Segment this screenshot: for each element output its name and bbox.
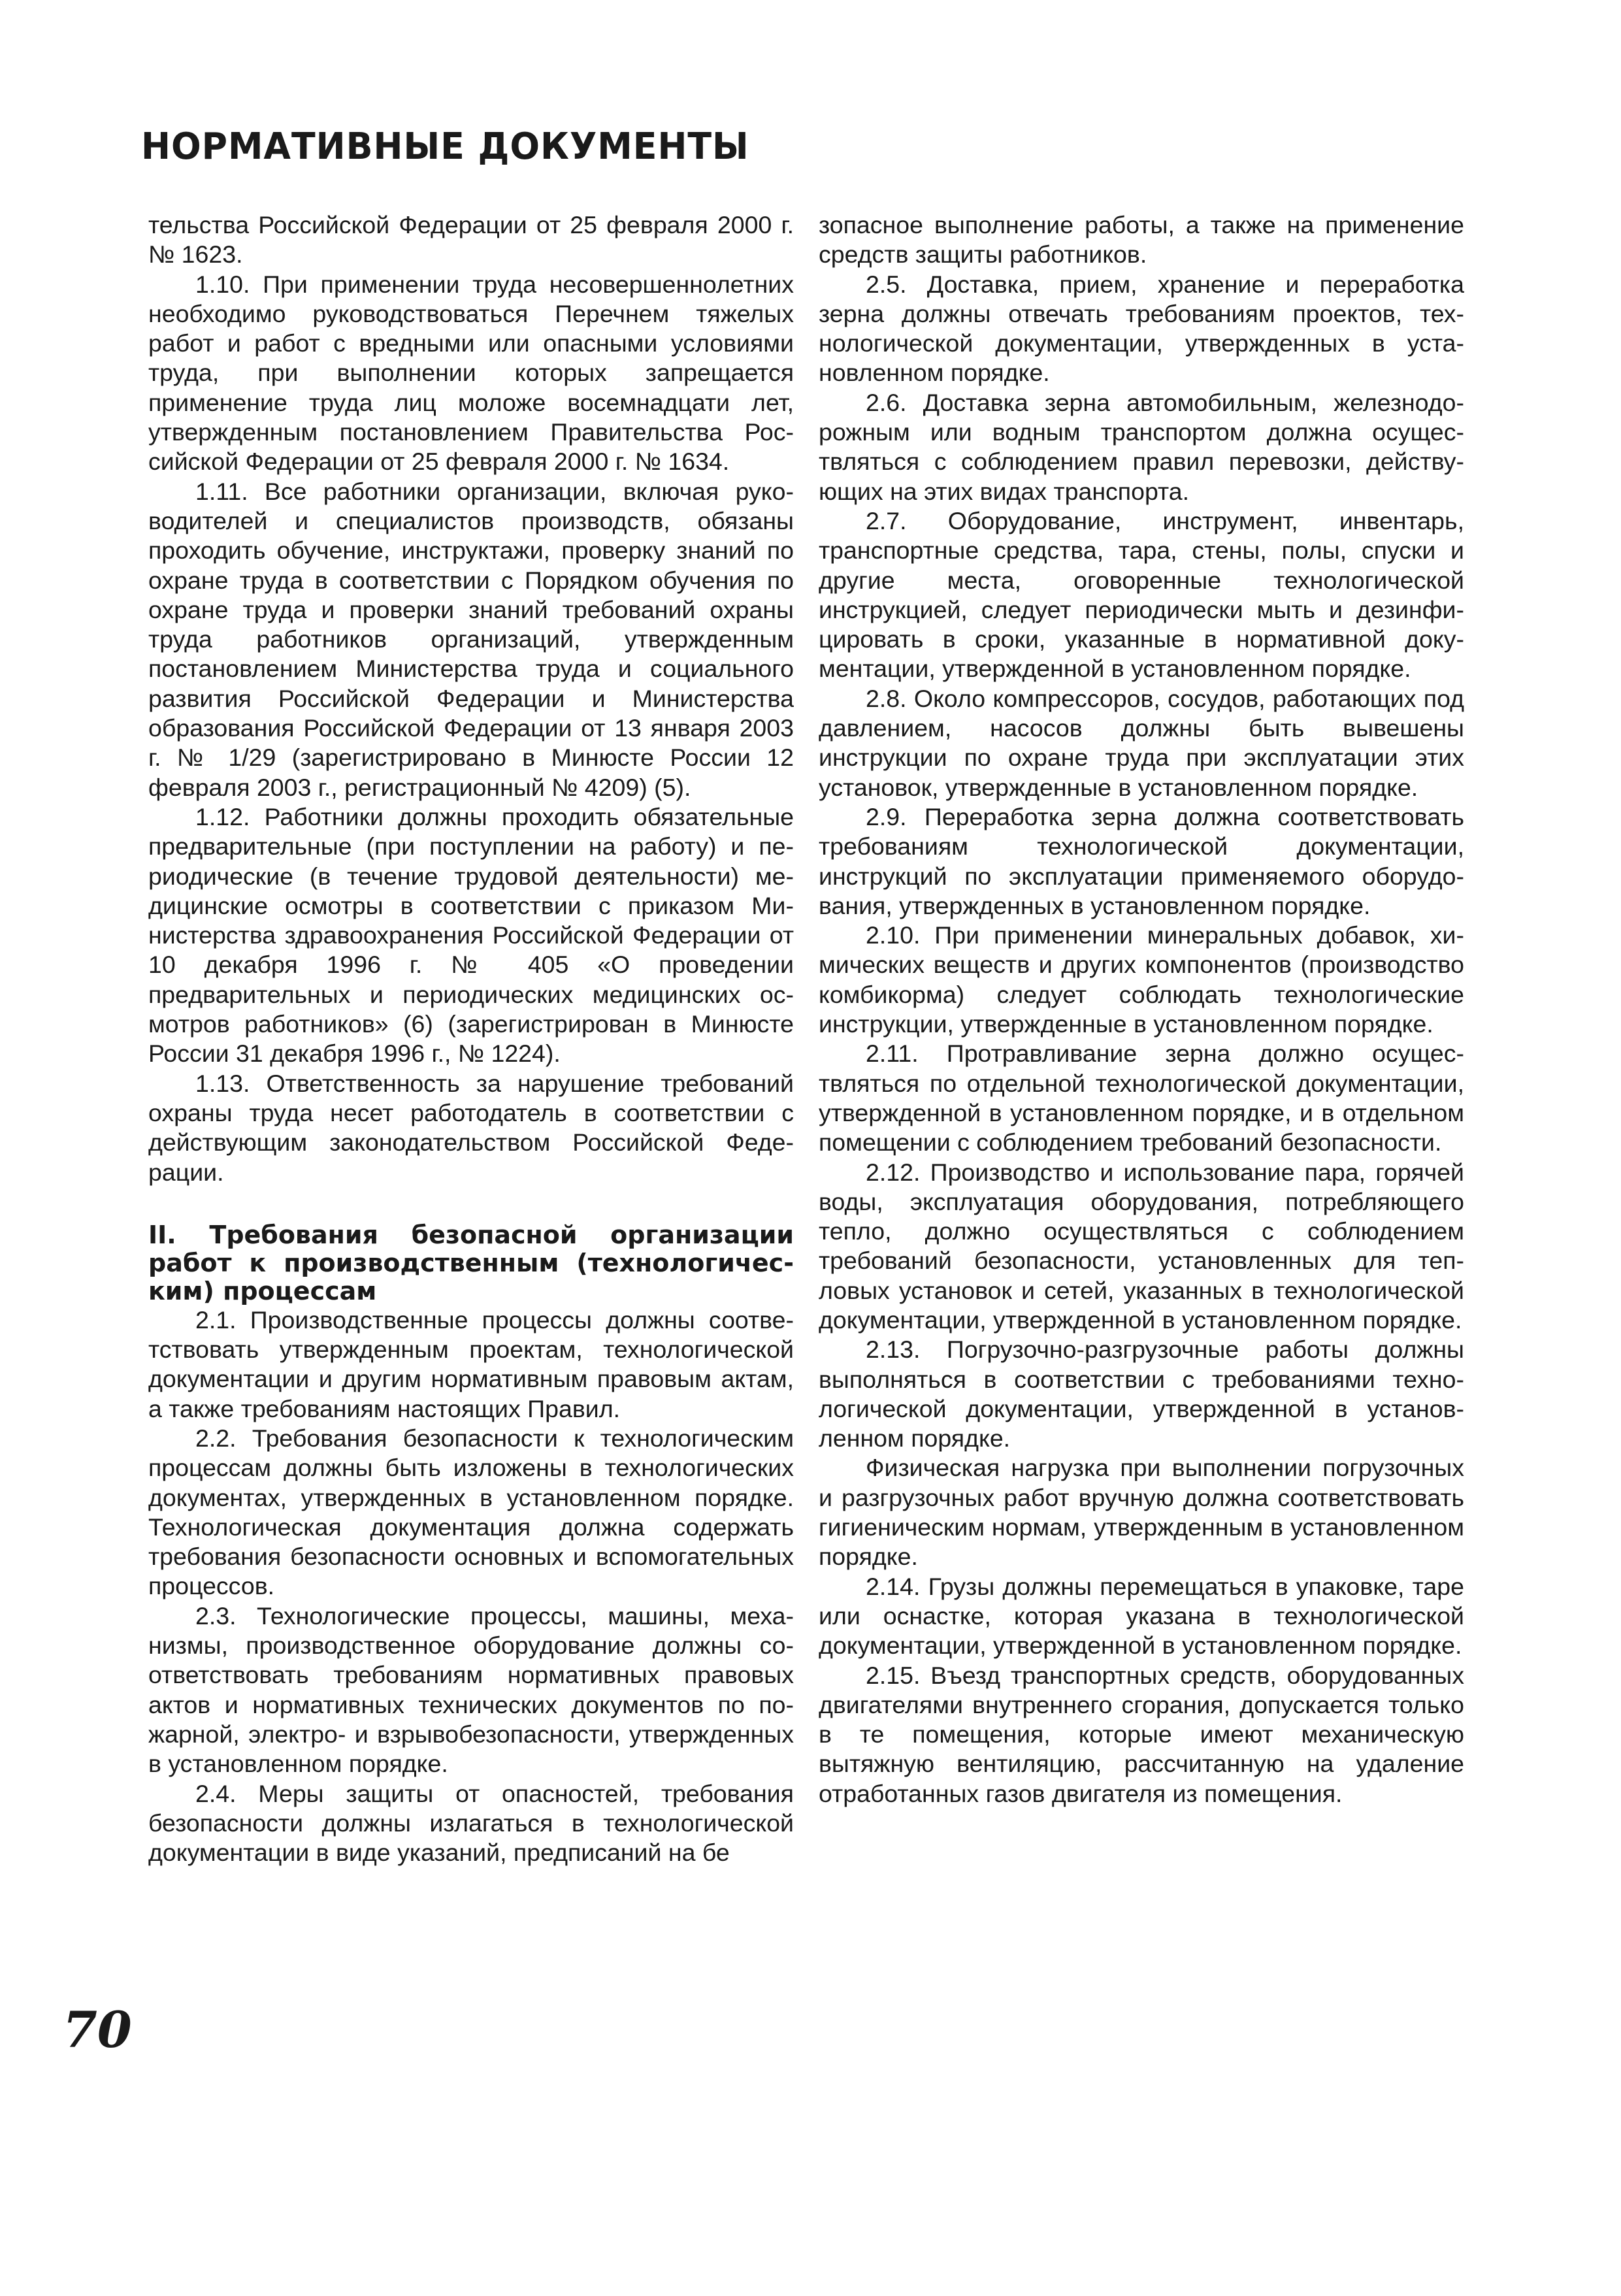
paragraph-2-7: 2.7. Оборудование, инструмент, инвентарь, транспортные средства, тара, стены, полы, спуски и другие места, оговоренные технологической инструкцией, следует периодически мыть и дезинфицировать в сроки, указанные в нормативной документации, утвержденной в установленном порядке. <box>819 506 1464 683</box>
paragraph-2-10: 2.10. При применении минеральных добавок, химических веществ и других компонентов (производство комбикорма) следует соблюдать технологические инструкции, утвержденные в установленном порядке. <box>819 921 1464 1038</box>
paragraph-2-9: 2.9. Переработка зерна должна соответствовать требованиям технологической документации, инструкций по эксплуатации применяемого оборудования, утвержденных в установленном порядке. <box>819 802 1464 919</box>
paragraph-2-3: 2.3. Технологические процессы, машины, механизмы, производственное оборудование должны соответствовать требованиям нормативных правовых актов и нормативных технических документов по пожарной, электро- и взрывобезопасности, утвержденных в установленном порядке. <box>148 1601 794 1778</box>
paragraph-2-12: 2.12. Производство и использование пара, горячей воды, эксплуатация оборудования, потребляющего тепло, должно осуществляться с соблюдением требований безопасности, установленных для тепловых установок и сетей, указанных в технологической документации, утвержденной в установленном порядке. <box>819 1158 1464 1334</box>
paragraph-2-6: 2.6. Доставка зерна автомобильным, железнодорожным или водным транспортом должна осуществляться с соблюдением правил перевозки, действующих на этих видах транспорта. <box>819 388 1464 505</box>
paragraph-2-4: 2.4. Меры защиты от опасностей, требования безопасности должны излагаться в технологической документации в виде указаний, предписаний на бе <box>148 1779 794 1867</box>
paragraph-continuation: тельства Российской Федерации от 25 февраля 2000 г. № 1623. <box>148 211 794 269</box>
paragraph-continuation: зопасное выполнение работы, а также на применение средств защиты работников. <box>819 211 1464 269</box>
paragraph-2-8: 2.8. Около компрессоров, сосудов, работающих под давлением, насосов должны быть вывешены инструкции по охране труда при эксплуатации этих установок, утвержденные в установленном порядке. <box>819 684 1464 801</box>
paragraph-1-12: 1.12. Работники должны проходить обязательные предварительные (при поступлении на работу) и периодические (в течение трудовой деятельности) медицинские осмотры в соответствии с приказом Министерства здравоохранения Российской Федерации от 10 декабря 1996 г. № 405 «О проведении предварительных и периодических медицинских осмотров работников» (6) (зарегистрирован в Минюсте России 31 декабря 1996 г., № 1224). <box>148 802 794 1068</box>
right-column <box>819 210 1464 1809</box>
paragraph-1-13: 1.13. Ответственность за нарушение требований охраны труда несет работодатель в соответствии с действующим законодательством Российской Федерации. <box>148 1069 794 1186</box>
page-number: 70 <box>63 2001 132 2059</box>
paragraph-1-11: 1.11. Все работники организации, включая руководителей и специалистов производств, обязаны проходить обучение, инструктажи, проверку знаний по охране труда в соответствии с Порядком обучения по охране труда и проверки знаний требований охраны труда работников организаций, утвержденным постановлением Министерства труда и социального развития Российской Федерации и Министерства образования Российской Федерации от 13 января 2003 г. № 1/29 (зарегистрировано в Минюсте России 12 февраля 2003 г., регистрационный № 4209) (5). <box>148 477 794 801</box>
paragraph-2-11: 2.11. Протравливание зерна должно осуществляться по отдельной технологической документации, утвержденной в установленном порядке, и в отдельном помещении с соблюдением требований безопасности. <box>819 1040 1464 1156</box>
paragraph-2-5: 2.5. Доставка, прием, хранение и переработка зерна должны отвечать требованиям проектов, технологической документации, утвержденных в установленном порядке. <box>819 270 1464 387</box>
page-header: НОРМАТИВНЫЕ ДОКУМЕНТЫ <box>141 125 749 168</box>
paragraph-physical-load: Физическая нагрузка при выполнении погрузочных и разгрузочных работ вручную должна соответствовать гигиеническим нормам, утвержденным в установленном порядке. <box>819 1454 1464 1571</box>
left-column <box>148 210 794 1867</box>
paragraph-2-15: 2.15. Въезд транспортных средств, оборудованных двигателями внутреннего сгорания, допускается только в те помещения, которые имеют механическую вытяжную вентиляцию, рассчитанную на удаление отработанных газов двигателя из помещения. <box>819 1661 1464 1807</box>
section-title: II. Требования безопасной организации работ к производственным (технологическим) процессам <box>148 1220 794 1305</box>
paragraph-2-13: 2.13. Погрузочно-разгрузочные работы должны выполняться в соответствии с требованиями технологической документации, утвержденной в установленном порядке. <box>819 1336 1464 1452</box>
paragraph-2-14: 2.14. Грузы должны перемещаться в упаковке, таре или оснастке, которая указана в технологической документации, утвержденной в установленном порядке. <box>819 1572 1464 1660</box>
paragraph-1-10: 1.10. При применении труда несовершеннолетних необходимо руководствоваться Перечнем тяжелых работ и работ с вредными или опасными условиями труда, при выполнении которых запрещается применение труда лиц моложе восемнадцати лет, утвержденным постановлением Правительства Российской Федерации от 25 февраля 2000 г. № 1634. <box>148 270 794 476</box>
paragraph-2-1: 2.1. Производственные процессы должны соответствовать утвержденным проектам, технологической документации и другим нормативным правовым актам, а также требованиям настоящих Правил. <box>148 1305 794 1422</box>
paragraph-2-2: 2.2. Требования безопасности к технологическим процессам должны быть изложены в технологических документах, утвержденных в установленном порядке. Технологическая документация должна содержать требования безопасности основных и вспомогательных процессов. <box>148 1424 794 1600</box>
